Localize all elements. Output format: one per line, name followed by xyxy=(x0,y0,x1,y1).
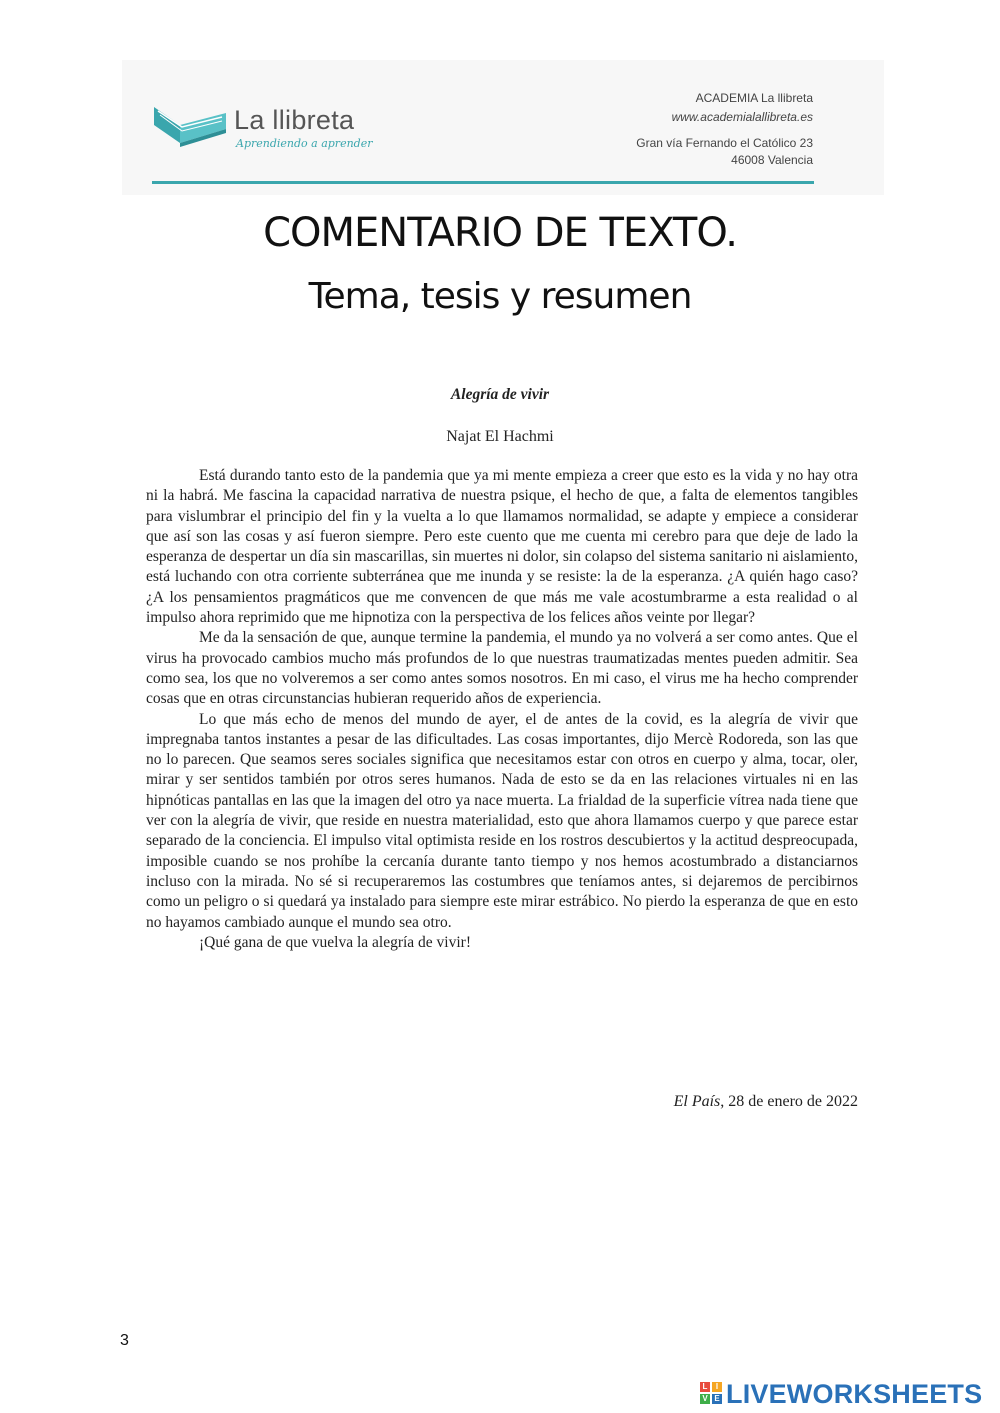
brand-icon-letter: E xyxy=(712,1394,722,1404)
article-source xyxy=(674,1093,858,1111)
article-paragraph: Está durando tanto esto de la pandemia que ya mi mente empieza a creer que esto es la vida y no hay otra ni la habrá. Me fascina la capacidad narrativa de nuestra psique, el hecho de que, a falta de elementos tangibles para vislumbrar el principio del fin y la vuelta a lo que llamamos normalidad, se adapte y empiece a considerar que así son las cosas y así fueron siempre. Pero este cuento que me cuenta mi cerebro para que deje de lado la esperanza de despertar un día sin mascarillas, sin muertes ni dolor, sin colapso del sistema sanitario ni aislamiento, está luchando con otra corriente subterránea que me inunda y se resiste: la de la esperanza. ¿A quién hago caso? ¿A los pensamientos pragmáticos que me convencen de que más me vale acostumbrarme a esta realidad o al impulso ahora reprimido que me hipnotiza con la perspectiva de los felices años veinte por llegar? xyxy=(146,467,858,627)
academy-address-line2: 46008 Valencia xyxy=(731,152,813,167)
liveworksheets-text: LIVEWORKSHEETS xyxy=(726,1379,983,1409)
book-logo-icon xyxy=(150,99,230,149)
logo-name: La llibreta xyxy=(234,105,355,135)
article-paragraph: Lo que más echo de menos del mundo de ayer, el de antes de la covid, es la alegría de vivir que impregnaba tantos instantes a pesar de las dificultades. Las cosas importantes, dijo Mercè Rodoreda, son las que no lo parecen. Que seamos seres sociales significa que necesitamos estar con otros en cuerpo y alma, tocar, oler, mirar y ser sentidos también por otros seres humanos. Nada de esto se da en las relaciones virtuales ni en las hipnóticas pantallas en las que la imagen del otro ya nace muerta. La frialdad de la superficie vítrea nada tiene que ver con la alegría de vivir, que reside en nuestra materialidad, esto que ahora llamamos cuerpo y que parece estar separado de la conciencia. El impulso vital optimista reside en los rostros descubiertos y la actitud despreocupada, imposible cuando se nos prohíbe la cercanía durante tanto tiempo y nos hemos acostumbrado a distanciarnos incluso con la mirada. No sé si recuperaremos las costumbres que teníamos antes, si dejaremos de percibirnos como un peligro o si quedará ya instalado para siempre este mirar estrábico. No pierdo la esperanza de que en esto no hayamos cambiado aunque el mundo sea otro. xyxy=(146,710,858,931)
article-body xyxy=(146,466,858,953)
academy-website: www.academialallibreta.es xyxy=(671,110,813,125)
liveworksheets-icon xyxy=(700,1382,722,1404)
article-paragraph: ¡Qué gana de que vuelva la alegría de vivir! xyxy=(199,933,471,951)
academy-address-line1: Gran vía Fernando el Católico 23 xyxy=(636,136,813,151)
page-title: COMENTARIO DE TEXTO. xyxy=(263,210,737,256)
source-date: , 28 de enero de 2022 xyxy=(720,1093,858,1110)
brand-icon-letter: L xyxy=(700,1382,710,1392)
page-number: 3 xyxy=(120,1332,129,1349)
academy-name: ACADEMIA La llibreta xyxy=(695,91,813,105)
article-paragraph: Me da la sensación de que, aunque termine la pandemia, el mundo ya no volverá a ser como antes. Que el virus ha provocado cambios mucho más profundos de lo que nuestras traumatizadas mentes pueden admitir. Sea como sea, los que no volveremos a ser como antes somos nosotros. En mi caso, el virus me ha hecho comprender cosas que en otras circunstancias hubieran requerido años de experiencia. xyxy=(146,629,858,708)
article-author: Najat El Hachmi xyxy=(446,428,554,445)
header-divider xyxy=(152,181,814,184)
brand-icon-letter: V xyxy=(700,1394,710,1404)
logo-tagline: Aprendiendo a aprender xyxy=(236,137,373,150)
logo xyxy=(150,95,380,155)
academy-info xyxy=(636,92,813,168)
source-publication: El País xyxy=(673,1093,721,1110)
article-title: Alegría de vivir xyxy=(450,386,550,403)
liveworksheets-brand[interactable] xyxy=(700,1380,1000,1410)
page-subtitle: Tema, tesis y resumen xyxy=(308,276,692,317)
brand-icon-letter: I xyxy=(712,1382,722,1392)
